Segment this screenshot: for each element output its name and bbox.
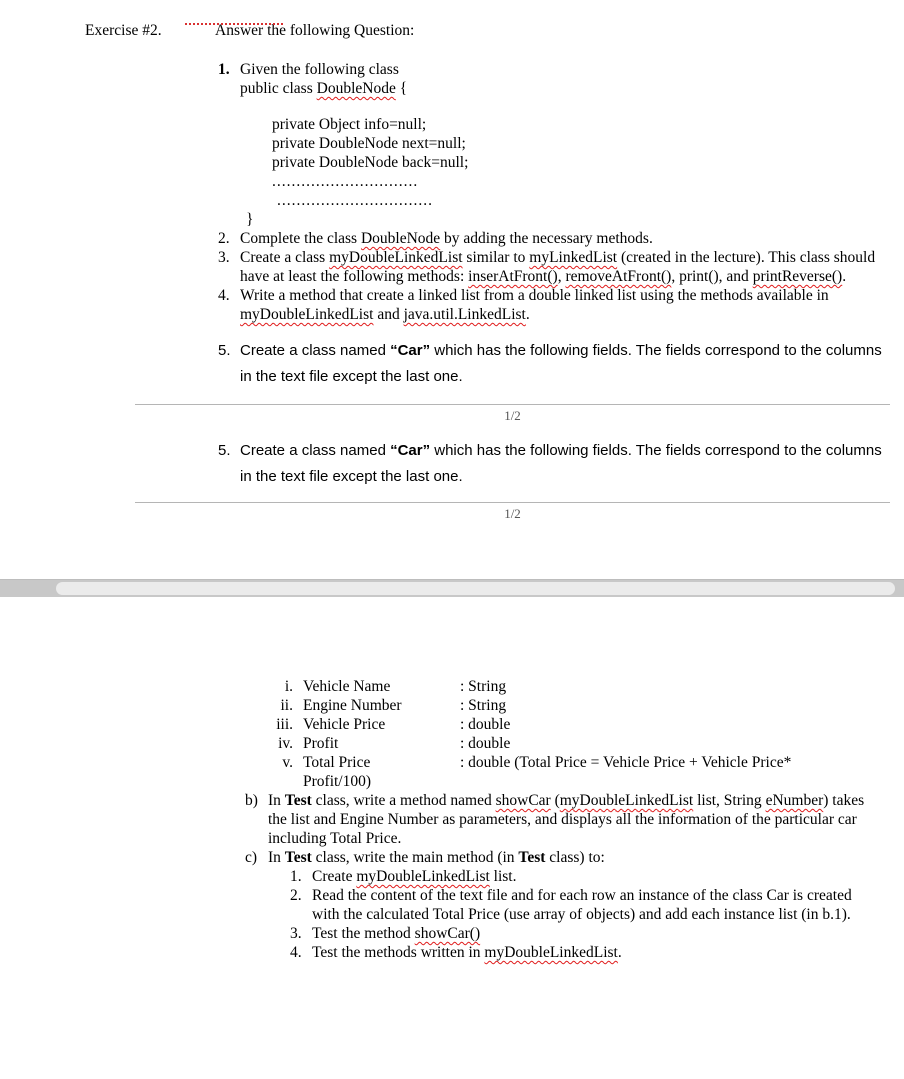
field-type: : double xyxy=(460,716,511,733)
text-segment: , xyxy=(557,268,566,285)
text-segment: which has the following fields. The fields correspond to the columns in the text file except the last one. xyxy=(240,442,882,485)
list-item-3 xyxy=(218,248,904,286)
spellcheck-word: myDoubleLinkedList xyxy=(559,792,694,809)
item-text xyxy=(240,248,890,286)
roman-numeral: i. xyxy=(284,678,293,695)
question-list xyxy=(0,60,904,390)
text-segment: and xyxy=(373,306,404,323)
page-number: 1/2 xyxy=(504,408,521,423)
item-number: 3. xyxy=(218,249,230,266)
text-segment: Test the methods written in xyxy=(312,944,485,961)
dotted-line: ................................ xyxy=(277,192,433,209)
list-item-2 xyxy=(218,229,904,248)
roman-numeral: v. xyxy=(282,754,293,771)
field-label: Profit/100) xyxy=(303,773,372,790)
spellcheck-word: showCar() xyxy=(414,925,481,942)
sub-list-item-1 xyxy=(290,867,904,886)
item-number: 2. xyxy=(290,887,302,904)
spellcheck-word: removeAtFront() xyxy=(565,268,672,285)
item-text xyxy=(268,848,880,867)
field-label: Vehicle Name xyxy=(303,678,391,695)
item-number: 4. xyxy=(290,944,302,961)
item-number: 4. xyxy=(218,287,230,304)
field-type: : double xyxy=(460,735,511,752)
roman-numeral: iii. xyxy=(276,716,293,733)
text-segment: In xyxy=(268,792,285,809)
text-segment: similar to xyxy=(462,249,530,266)
dotted-line: .............................. xyxy=(272,173,419,190)
item-text xyxy=(312,867,877,886)
bold-word: “Car” xyxy=(390,442,431,459)
item-marker: c) xyxy=(245,849,258,866)
spellcheck-word: DoubleNode xyxy=(360,230,441,247)
item-number: 3. xyxy=(290,925,302,942)
bold-word: Test xyxy=(284,792,312,809)
item1-line1: Given the following class xyxy=(240,61,399,78)
spellcheck-word: myDoubleLinkedList xyxy=(329,249,463,266)
item-number: 5. xyxy=(218,442,231,459)
list-item-5 xyxy=(218,338,904,390)
spellcheck-word: myLinkedList xyxy=(529,249,618,266)
text-segment: class, write a method named xyxy=(311,792,496,809)
roman-numeral: iv. xyxy=(278,735,293,752)
text-segment: , print(), and xyxy=(671,268,753,285)
item-text xyxy=(312,886,877,924)
text-segment: class, write the main method (in xyxy=(311,849,519,866)
bold-word: “Car” xyxy=(390,342,431,359)
sub-list-item-4 xyxy=(290,943,904,962)
fields-section xyxy=(0,677,904,962)
field-label: Total Price xyxy=(303,754,371,771)
cut-off-spellcheck-squiggle xyxy=(185,23,283,25)
spellcheck-word: java.util.LinkedList xyxy=(403,306,526,323)
list-item-b xyxy=(245,791,904,848)
text-segment: class) to: xyxy=(545,849,605,866)
item-number: 5. xyxy=(218,342,231,359)
field-row xyxy=(253,734,904,753)
page-divider xyxy=(135,502,890,522)
text-segment: . xyxy=(617,944,622,961)
item-text xyxy=(268,791,880,848)
text-segment: Read the content of the text file and for each row an instance of the class Car is created with the calculated Total Price (use array of objects) and add each instance list (in b.1). xyxy=(312,887,852,923)
spellcheck-word: inserAtFront() xyxy=(468,268,558,285)
item1-class-declaration xyxy=(240,79,890,98)
text-segment: . xyxy=(525,306,530,323)
text-segment: which has the following fields. The fields correspond to the columns in the text file except the last one. xyxy=(240,342,882,385)
text-segment: Write a method that create a linked list from a double linked list using the methods available in xyxy=(240,287,829,304)
item-text xyxy=(240,286,890,324)
bold-word: Test xyxy=(284,849,312,866)
roman-numeral xyxy=(253,772,303,791)
item-number: 1. xyxy=(218,61,230,78)
spellcheck-word: DoubleNode xyxy=(316,80,396,97)
text-segment: Complete the class xyxy=(240,230,361,247)
exercise-prompt: Answer the following Question: xyxy=(215,22,415,39)
closing-brace: } xyxy=(246,211,254,228)
page-divider xyxy=(135,404,890,424)
field-type: : String xyxy=(460,697,507,714)
item-number: 1. xyxy=(290,868,302,885)
text-segment: Create a class xyxy=(240,249,330,266)
item-text xyxy=(240,338,888,390)
field-type: : String xyxy=(460,678,507,695)
text-segment: Create xyxy=(312,868,357,885)
text-segment: Create a class named xyxy=(240,342,391,359)
field-row xyxy=(253,677,904,696)
text-segment: (created in the lecture). This class should have at least the following methods: xyxy=(240,249,876,285)
text-segment: Test the method xyxy=(312,925,415,942)
bold-word: Test xyxy=(518,849,546,866)
text-segment: In xyxy=(268,849,285,866)
exercise-label: Exercise #2. xyxy=(85,22,162,39)
item-text xyxy=(240,438,888,490)
field-label: Engine Number xyxy=(303,697,402,714)
code-line: private DoubleNode next=null; xyxy=(272,135,466,152)
list-item-5-repeat xyxy=(218,438,904,490)
text-segment: ) takes the list and Engine Number as parameters, and displays all the information of the particular car including Total Price. xyxy=(268,792,865,847)
list-item-c xyxy=(245,848,904,867)
scrollbar-thumb[interactable] xyxy=(56,582,895,595)
item-marker: b) xyxy=(245,792,258,809)
page-number: 1/2 xyxy=(504,506,521,521)
spellcheck-word: showCar xyxy=(495,792,551,809)
field-row xyxy=(253,696,904,715)
field-type xyxy=(460,772,904,791)
text-segment: list, String xyxy=(693,792,766,809)
sub-list-item-2 xyxy=(290,886,904,924)
decl-post: { xyxy=(395,80,408,97)
text-segment: by adding the necessary methods. xyxy=(440,230,653,247)
spellcheck-word: printReverse() xyxy=(752,268,843,285)
scrollbar-track xyxy=(0,579,904,597)
code-block xyxy=(272,115,904,210)
field-row-continuation xyxy=(253,772,904,791)
item-number: 2. xyxy=(218,230,230,247)
field-label: Vehicle Price xyxy=(303,716,386,733)
spellcheck-word: eNumber xyxy=(765,792,824,809)
code-line: private Object info=null; xyxy=(272,116,427,133)
text-segment: Create a class named xyxy=(240,442,391,459)
item-text xyxy=(240,229,890,248)
code-line: private DoubleNode back=null; xyxy=(272,154,469,171)
item-text xyxy=(312,924,877,943)
spellcheck-word: myDoubleLinkedList xyxy=(240,306,374,323)
spellcheck-word: myDoubleLinkedList xyxy=(356,868,490,885)
field-label: Profit xyxy=(303,735,339,752)
spellcheck-word: myDoubleLinkedList xyxy=(484,944,618,961)
field-row xyxy=(253,753,904,772)
document-page xyxy=(0,21,904,1079)
sub-list-item-3 xyxy=(290,924,904,943)
list-item-1 xyxy=(218,60,904,98)
text-segment: . xyxy=(842,268,847,285)
item-text xyxy=(312,943,877,962)
decl-pre: public class xyxy=(240,80,317,97)
field-row xyxy=(253,715,904,734)
item-text xyxy=(240,60,890,98)
text-segment: ( xyxy=(550,792,560,809)
field-type: : double (Total Price = Vehicle Price + Vehicle Price* xyxy=(460,754,792,771)
list-item-4 xyxy=(218,286,904,324)
roman-numeral: ii. xyxy=(280,697,293,714)
text-segment: list. xyxy=(489,868,517,885)
